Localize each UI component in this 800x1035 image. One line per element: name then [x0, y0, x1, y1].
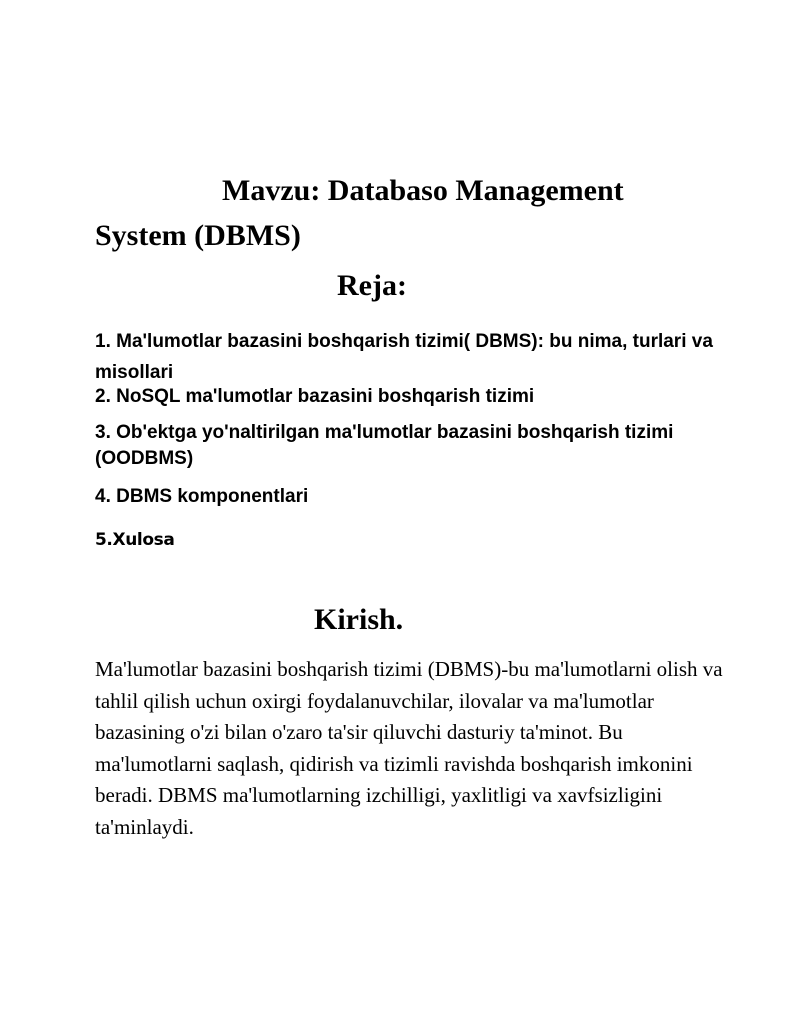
document-title: Mavzu: Databaso Management System (DBMS) [95, 174, 624, 252]
plan-item-4: 4. DBMS komponentlari [95, 486, 309, 507]
plan-item-2: 2. NoSQL ma'lumotlar bazasini boshqarish tizimi [95, 386, 535, 407]
plan-item-1: 1. Ma'lumotlar bazasini boshqarish tizimi( DBMS): bu nima, turlari va misollari [95, 331, 713, 383]
intro-heading: Kirish. [314, 603, 404, 636]
plan-item-5: 5.Xulosa [95, 530, 175, 550]
plan-heading: Reja: [337, 269, 407, 302]
intro-paragraph: Ma'lumotlar bazasini boshqarish tizimi (DBMS)-bu ma'lumotlarni olish va tahlil qilish uchun oxirgi foydalanuvchilar, ilovalar va ma'lumotlar bazasining o'zi bilan o'zaro ta'sir qiluvchi dasturiy ta'minot. Bu ma'lumotlarni saqlash, qidirish va tizimli ravishda boshqarish imkonini beradi. DBMS ma'lumotlarning izchilligi, yaxlitligi va xavfsizligini ta'minlaydi. [95, 657, 723, 839]
plan-item-3: 3. Ob'ektga yo'naltirilgan ma'lumotlar bazasini boshqarish tizimi (OODBMS) [95, 422, 674, 469]
